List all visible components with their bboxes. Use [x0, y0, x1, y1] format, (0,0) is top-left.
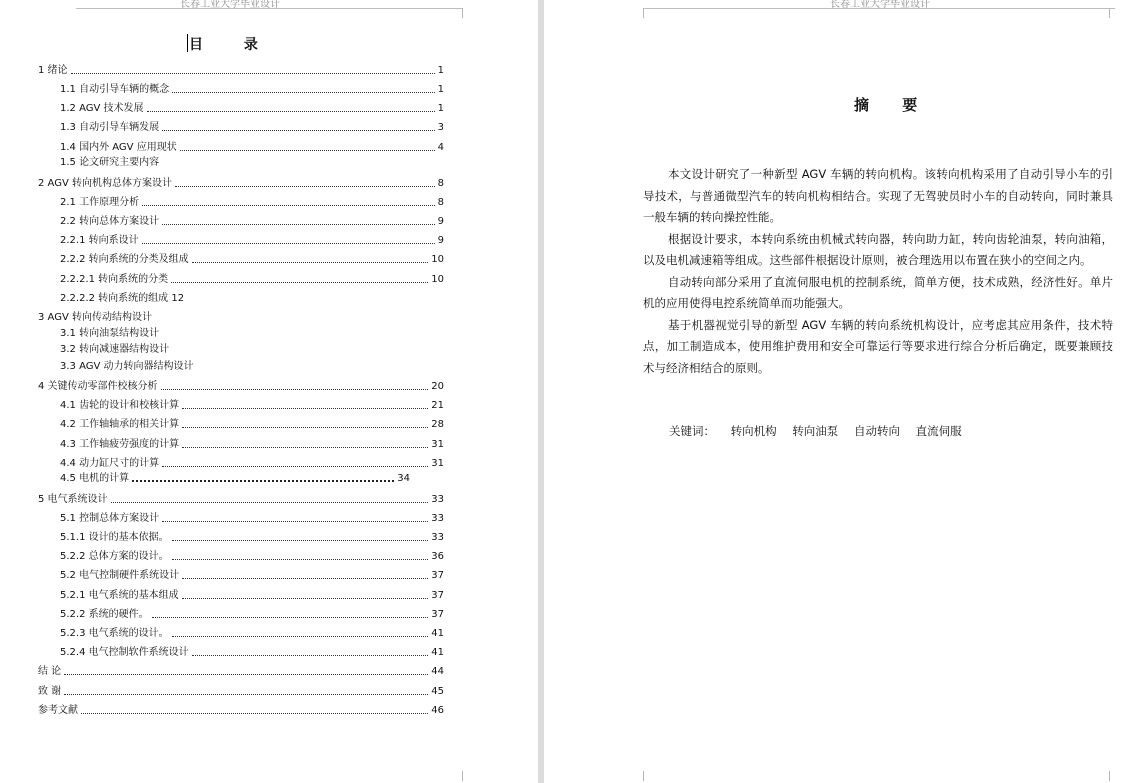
toc-dot-leader	[182, 447, 428, 448]
toc-dot-leader	[161, 389, 428, 390]
toc-title: 目 录	[189, 37, 276, 53]
toc-page-number: 37	[431, 609, 444, 620]
toc-entry[interactable]	[0, 292, 444, 306]
toc-dot-leader	[172, 540, 428, 541]
toc-dot-leader	[182, 578, 428, 579]
abstract-body	[643, 164, 1113, 379]
margin-corner-mark	[462, 8, 477, 18]
toc-entry-text: 4 关键传动零部件校核分析	[38, 381, 158, 392]
toc-entry-text: 3.2 转向减速器结构设计	[60, 344, 170, 355]
toc-entry-text: 5.2.2 总体方案的设计。	[60, 551, 169, 562]
toc-page-number: 41	[431, 628, 444, 639]
toc-page-number: 20	[431, 381, 444, 392]
toc-dot-leader	[81, 713, 428, 714]
toc-entry[interactable]	[0, 360, 444, 374]
toc-entry[interactable]	[0, 685, 444, 699]
abstract-paragraph: 本文设计研究了一种新型 AGV 车辆的转向机构。该转向机构采用了自动引导小车的引导技术，与普通微型汽车的转向机构相结合。实现了无驾驶员时小车的自动转向，同时兼具一般车辆的转向操控性能。	[643, 167, 1113, 224]
toc-entry-text: 4.2 工作轴轴承的相关计算	[60, 419, 180, 430]
toc-page-number: 37	[431, 570, 444, 581]
toc-page-number: 33	[431, 532, 444, 543]
toc-page-number: 10	[431, 254, 444, 265]
toc-entry[interactable]	[0, 457, 444, 471]
toc-entry[interactable]	[0, 399, 444, 413]
toc-page-number: 41	[431, 647, 444, 658]
toc-page-number: 37	[431, 590, 444, 601]
toc-entry-text: 2 AGV 转向机构总体方案设计	[38, 178, 172, 189]
toc-entry[interactable]	[0, 215, 444, 229]
toc-entry-text: 结 论	[38, 666, 62, 677]
toc-entry-text: 参考文献	[38, 705, 78, 716]
toc-entry-text: 1.3 自动引导车辆发展	[60, 122, 160, 133]
toc-page-number: 1	[437, 103, 444, 114]
abstract-title: 摘 要	[854, 96, 932, 114]
toc-dot-leader	[132, 480, 394, 482]
margin-corner-mark	[629, 8, 644, 18]
toc-entry[interactable]	[0, 102, 444, 116]
toc-entry[interactable]	[0, 177, 444, 191]
toc-dot-leader	[180, 150, 435, 151]
toc-entry[interactable]	[0, 646, 444, 660]
toc-page-number: 9	[437, 216, 444, 227]
toc-dot-leader	[111, 502, 428, 503]
abstract-paragraph: 根据设计要求，本转向系统由机械式转向器，转向助力缸，转向齿轮油泵，转向油箱，以及电机减速箱等组成。这些部件根据设计原则，被合理选用以布置在狭小的空间之内。	[643, 231, 1113, 267]
toc-entry[interactable]	[0, 627, 444, 641]
toc-entry[interactable]	[0, 589, 444, 603]
toc-dot-leader	[182, 427, 428, 428]
toc-dot-leader	[147, 111, 435, 112]
margin-corner-mark	[462, 771, 477, 781]
toc-dot-leader	[162, 224, 435, 225]
toc-entry-text: 3 AGV 转向传动结构设计	[38, 312, 152, 323]
toc-entry-text: 4.5 电机的计算	[60, 473, 130, 484]
toc-entry-text: 3.1 转向油泵结构设计	[60, 328, 160, 339]
toc-dot-leader	[182, 408, 428, 409]
toc-page-number: 28	[431, 419, 444, 430]
toc-dot-leader	[142, 205, 435, 206]
keyword: 直流伺服	[915, 424, 962, 438]
toc-entry-text: 致 谢	[38, 686, 62, 697]
toc-entry[interactable]	[0, 121, 444, 135]
toc-entry-text: 4.3 工作轴疲劳强度的计算	[60, 439, 180, 450]
toc-page-number: 9	[437, 235, 444, 246]
toc-entry-text: 1.5 论文研究主要内容	[60, 157, 160, 168]
toc-entry-text: 2.2.2.1 转向系统的分类	[60, 274, 169, 285]
toc-dot-leader	[162, 130, 435, 131]
toc-entry[interactable]	[0, 569, 444, 583]
toc-entry-text: 2.2.2 转向系统的分类及组成	[60, 254, 189, 265]
margin-corner-mark	[1109, 8, 1123, 18]
toc-entry-text: 2.2 转向总体方案设计	[60, 216, 160, 227]
toc-entry-text: 4.1 齿轮的设计和校核计算	[60, 400, 180, 411]
toc-entry-text: 1.1 自动引导车辆的概念	[60, 84, 170, 95]
toc-dot-leader	[162, 466, 428, 467]
toc-page-number: 8	[437, 178, 444, 189]
keyword: 自动转向	[853, 424, 900, 438]
toc-dot-leader	[172, 559, 428, 560]
toc-entry[interactable]	[0, 704, 444, 718]
header-rule	[76, 8, 462, 9]
toc-entry[interactable]	[0, 380, 444, 394]
toc-page-number: 36	[431, 551, 444, 562]
toc-entry[interactable]	[0, 438, 444, 452]
toc-entry[interactable]	[0, 156, 444, 170]
toc-dot-leader	[182, 598, 428, 599]
toc-entry[interactable]	[0, 196, 444, 210]
toc-entry[interactable]	[0, 141, 444, 155]
toc-dot-leader	[64, 674, 428, 675]
abstract-paragraph: 自动转向部分采用了直流伺服电机的控制系统，简单方便，技术成熟，经济性好。单片机的应用使得电控系统简单而功能强大。	[643, 274, 1113, 310]
toc-entry[interactable]	[0, 253, 444, 267]
toc-dot-leader	[64, 694, 428, 695]
toc-entry[interactable]	[0, 493, 444, 507]
toc-entry[interactable]	[0, 512, 444, 526]
toc-entry-text: 5.2.1 电气系统的基本组成	[60, 590, 179, 601]
toc-entry[interactable]	[0, 273, 444, 287]
toc-entry[interactable]	[0, 608, 444, 622]
toc-dot-leader	[192, 655, 428, 656]
toc-page-number: 21	[431, 400, 444, 411]
toc-entry-text: 1.4 国内外 AGV 应用现状	[60, 142, 177, 153]
toc-entry[interactable]	[0, 64, 444, 78]
toc-page-number: 44	[431, 666, 444, 677]
toc-page-number: 33	[431, 513, 444, 524]
page-header-text: 长春工业大学毕业设计	[180, 0, 280, 10]
toc-page	[0, 0, 538, 783]
toc-entry[interactable]	[0, 665, 444, 679]
toc-entry-text: 1.2 AGV 技术发展	[60, 103, 144, 114]
toc-page-number: 3	[437, 122, 444, 133]
toc-page-number: 34	[397, 473, 410, 484]
keywords-label: 关键词：	[669, 424, 715, 438]
toc-page-number: 10	[431, 274, 444, 285]
toc-entry[interactable]	[0, 472, 410, 486]
toc-entry-text: 1 绪论	[38, 65, 68, 76]
toc-entry[interactable]	[0, 343, 444, 357]
abstract-paragraph: 基于机器视觉引导的新型 AGV 车辆的转向系统机构设计，应考虑其应用条件，技术特点，加工制造成本，使用维护费用和安全可靠运行等要求进行综合分析后确定，既要兼顾技术与经济相结合的原则。	[643, 317, 1113, 375]
toc-page-number: 1	[437, 65, 444, 76]
toc-entry-text: 5.2.3 电气系统的设计。	[60, 628, 169, 639]
toc-entry[interactable]	[0, 234, 444, 248]
page-header-text: 长春工业大学毕业设计	[830, 0, 930, 10]
toc-dot-leader	[71, 73, 435, 74]
text-cursor	[187, 34, 188, 52]
toc-entry[interactable]	[0, 311, 444, 325]
toc-page-number: 31	[431, 439, 444, 450]
toc-dot-leader	[152, 617, 428, 618]
keyword: 转向机构	[730, 424, 777, 438]
toc-entry-text: 5.2.4 电气控制软件系统设计	[60, 647, 189, 658]
toc-entry-text: 5.1 控制总体方案设计	[60, 513, 160, 524]
toc-page-number: 31	[431, 458, 444, 469]
keywords-line	[669, 423, 974, 439]
toc-page-number: 46	[431, 705, 444, 716]
toc-dot-leader	[172, 636, 428, 637]
toc-entry-text: 2.2.2.2 转向系统的组成 12	[60, 293, 185, 304]
toc-dot-leader	[162, 521, 428, 522]
toc-entry[interactable]	[0, 550, 444, 564]
toc-entry[interactable]	[0, 531, 444, 545]
toc-entry-text: 4.4 动力缸尺寸的计算	[60, 458, 160, 469]
keyword: 转向油泵	[792, 424, 839, 438]
toc-page-number: 45	[431, 686, 444, 697]
margin-corner-mark	[629, 771, 644, 781]
toc-page-number: 4	[437, 142, 444, 153]
toc-dot-leader	[175, 186, 435, 187]
margin-corner-mark	[1109, 771, 1123, 781]
toc-dot-leader	[142, 243, 435, 244]
toc-entry[interactable]	[0, 418, 444, 432]
toc-entry-text: 5.1.1 设计的基本依据。	[60, 532, 169, 543]
toc-entry[interactable]	[0, 83, 444, 97]
toc-entry-text: 2.2.1 转向系设计	[60, 235, 139, 246]
abstract-page	[544, 0, 1123, 783]
toc-page-number: 1	[437, 84, 444, 95]
toc-page-number: 8	[437, 197, 444, 208]
toc-entry-text: 2.1 工作原理分析	[60, 197, 140, 208]
toc-entry-text: 5 电气系统设计	[38, 494, 108, 505]
toc-entry-text: 5.2.2 系统的硬件。	[60, 609, 149, 620]
toc-dot-leader	[192, 262, 428, 263]
header-rule	[643, 8, 1115, 9]
toc-entry[interactable]	[0, 327, 444, 341]
toc-page-number: 33	[431, 494, 444, 505]
toc-dot-leader	[172, 92, 435, 93]
toc-entry-text: 5.2 电气控制硬件系统设计	[60, 570, 180, 581]
toc-dot-leader	[171, 282, 428, 283]
toc-entry-text: 3.3 AGV 动力转向器结构设计	[60, 361, 194, 372]
